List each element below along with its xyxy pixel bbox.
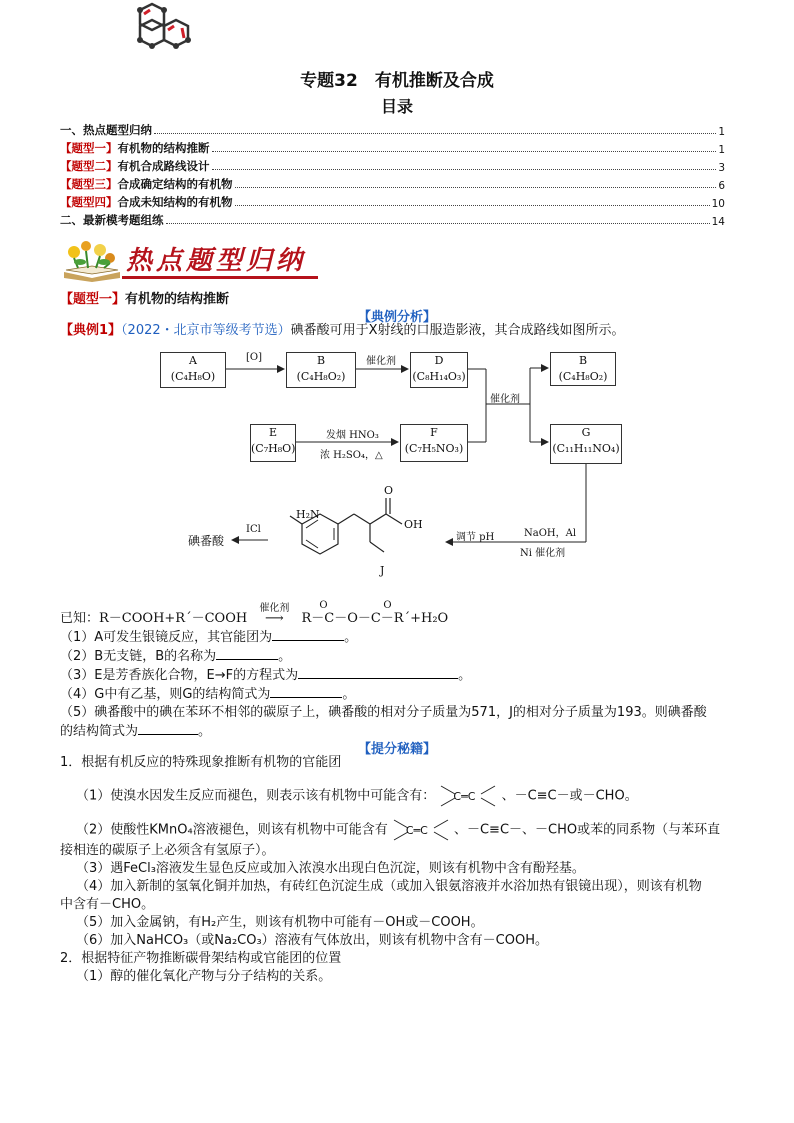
reagent-sulfuric-heat: 浓 H₂SO₄，△ xyxy=(320,450,383,461)
reagent-catalyst-merge: 催化剂 xyxy=(490,394,520,405)
compound-g-box: G (C₁₁H₁₁NO₄) xyxy=(550,424,622,464)
tip-title: 1．根据有机反应的特殊现象推断有机物的官能团 xyxy=(60,755,342,770)
reagent-naoh-al: NaOH，Al xyxy=(524,528,577,539)
question-item: （5）碘番酸中的碘在苯环不相邻的碳原子上，碘番酸的相对分子质量为571，J的相对分子质量为193。则碘番酸 xyxy=(60,705,707,720)
known-reaction: 已知：R－COOH+R´－COOH 催化剂 ⟶ O O R－C－O－C－R´+H₂O xyxy=(60,600,449,626)
compound-b-box: B (C₄H₈O₂) xyxy=(286,352,356,388)
table-of-contents xyxy=(60,120,725,228)
question-item: （2）B无支链，B的名称为 。 xyxy=(60,649,292,664)
tip-item: （5）加入金属钠，有H₂产生，则该有机物中可能有－OH或－COOH。 xyxy=(76,915,484,930)
example-heading: 【典例分析】 xyxy=(357,310,436,325)
banner-title: 热点题型归纳 xyxy=(126,246,307,276)
toc-item[interactable]: 【题型一】 有机物的结构推断 1 xyxy=(60,141,725,156)
tip-item: （2）使酸性KMnO₄溶液褪色，则该有机物中可能含有 C═C 、－C≡C－、－CHO或苯的同系物（与苯环直 xyxy=(60,818,740,842)
toc-item[interactable]: 一、热点题型归纳 1 xyxy=(60,123,725,138)
question-list xyxy=(60,628,740,741)
tip-item: 中含有－CHO。 xyxy=(60,897,155,912)
tip-item: （3）遇FeCl₃溶液发生显色反应或加入浓溴水出现白色沉淀，则该有机物中含有酚羟基。 xyxy=(76,861,585,876)
answer-blank[interactable] xyxy=(138,722,198,735)
question-item: 的结构简式为 。 xyxy=(60,724,212,739)
reagent-oxidation: [O] xyxy=(246,352,263,363)
toc-item[interactable]: 【题型四】 合成未知结构的有机物 10 xyxy=(60,195,725,210)
compound-b2-box: B (C₄H₈O₂) xyxy=(550,352,616,386)
reagent-adjust-ph: 调节 pH xyxy=(456,532,495,543)
answer-blank[interactable] xyxy=(272,628,344,641)
toc-item[interactable]: 【题型三】 合成确定结构的有机物 6 xyxy=(60,177,725,192)
hydroxyl-label: OH xyxy=(404,518,423,531)
tip-title: 2．根据特征产物推断碳骨架结构或官能团的位置 xyxy=(60,951,342,966)
compound-j-label: J xyxy=(380,564,385,577)
question-item: （3）E是芳香族化合物，E→F的方程式为 。 xyxy=(60,668,472,683)
compound-e-box: E (C₇H₈O) xyxy=(250,424,296,462)
tip-item: 接相连的碳原子上必须含有氢原子）。 xyxy=(60,843,275,858)
section-banner xyxy=(60,236,318,286)
carbonyl-o-label: O xyxy=(384,484,394,497)
tip-item: （1）醇的催化氧化产物与分子结构的关系。 xyxy=(76,969,332,984)
naphthalene-logo-icon xyxy=(120,2,200,60)
reagent-fuming-nitric: 发烟 HNO₃ xyxy=(326,430,379,441)
compound-a-box: A (C₄H₈O) xyxy=(160,352,226,388)
question-item: （4）G中有乙基，则G的结构简式为 。 xyxy=(60,687,356,702)
reagent-icl: ICl xyxy=(246,524,261,535)
example-statement: 【典例1】（2022・北京市等级考节选）碘番酸可用于X射线的口服造影液，其合成路线如图所示。 xyxy=(60,323,625,338)
tips-heading: 【提分秘籍】 xyxy=(357,742,436,757)
synthesis-route-diagram xyxy=(150,338,620,588)
book-flowers-icon xyxy=(60,238,124,282)
answer-blank[interactable] xyxy=(216,647,278,660)
toc-item[interactable]: 二、最新模考题组练 14 xyxy=(60,213,725,228)
compound-f-box: F (C₇H₅NO₃) xyxy=(400,424,468,462)
product-label: 碘番酸 xyxy=(188,534,225,548)
tip-item: （4）加入新制的氢氧化铜并加热，有砖红色沉淀生成（或加入银氨溶液并水浴加热有银镜出现），则该有机物 xyxy=(76,879,702,894)
reagent-ni-catalyst: Ni 催化剂 xyxy=(520,548,566,559)
tips-body xyxy=(60,754,740,986)
answer-blank[interactable] xyxy=(298,666,458,679)
banner-underline xyxy=(122,276,318,279)
compound-d-box: D (C₈H₁₄O₃) xyxy=(410,352,468,388)
answer-blank[interactable] xyxy=(270,685,342,698)
reagent-catalyst-bd: 催化剂 xyxy=(366,356,396,367)
toc-item[interactable]: 【题型二】 有机合成路线设计 3 xyxy=(60,159,725,174)
page-title: 专题32 有机推断及合成 xyxy=(300,71,494,91)
toc-heading: 目录 xyxy=(380,97,413,116)
tip-item: （1）使溴水因发生反应而褪色，则表示该有机物中可能含有： C═C 、－C≡C－或－CHO。 xyxy=(60,784,740,814)
question-item: （1）A可发生银镜反应，其官能团为 。 xyxy=(60,630,358,645)
tip-item: （6）加入NaHCO₃（或Na₂CO₃）溶液有气体放出，则该有机物中含有－COOH。 xyxy=(76,933,548,948)
amino-group-label: H₂N xyxy=(296,508,320,521)
section-label: 【题型一】有机物的结构推断 xyxy=(60,292,230,307)
